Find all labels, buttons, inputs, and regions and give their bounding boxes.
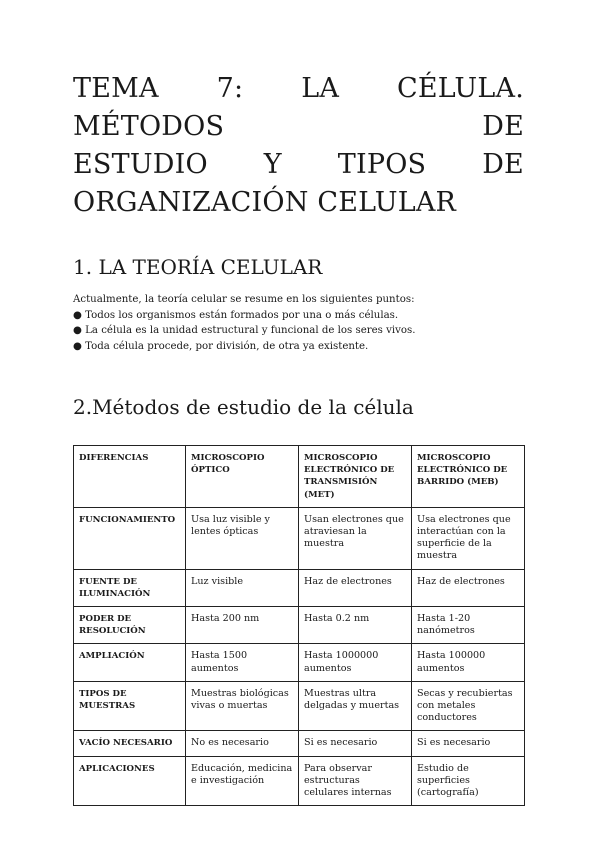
table-cell: Hasta 0.2 nm (299, 607, 412, 644)
table-cell: Secas y recubiertas con metales conductores (412, 681, 525, 731)
table-cell: Hasta 200 nm (186, 607, 299, 644)
section-heading-1: 1. LA TEORÍA CELULAR (73, 255, 323, 279)
row-label-cell: PODER DE RESOLUCIÓN (74, 607, 186, 644)
intro-paragraph: Actualmente, la teoría celular se resume en los siguientes puntos: (73, 294, 415, 305)
row-label-cell: APLICACIONES (74, 756, 186, 806)
table-cell: Si es necesario (299, 731, 412, 756)
table-cell: Muestras ultra delgadas y muertas (299, 681, 412, 731)
table-header-cell: MICROSCOPIO ELECTRÓNICO DE TRANSMISIÓN (MET) (299, 446, 412, 508)
row-label-cell: FUENTE DE ILUMINACIÓN (74, 569, 186, 606)
title-word: TIPOS (337, 149, 427, 180)
title-word: DE (482, 149, 524, 180)
table-cell: Si es necesario (412, 731, 525, 756)
section-heading-2: 2.Métodos de estudio de la célula (73, 395, 414, 419)
table-cell: Usa electrones que interactúan con la superficie de la muestra (412, 507, 525, 569)
title-line-1: TEMA 7: LA CÉLULA. MÉTODOS DE (73, 73, 524, 142)
table-header-row (74, 446, 525, 508)
table-cell: Muestras biológicas vivas o muertas (186, 681, 299, 731)
document-page (73, 70, 524, 806)
table-cell: Estudio de superficies (cartografía) (412, 756, 525, 806)
title-word: ESTUDIO (73, 149, 208, 180)
bullet-item: ● La célula es la unidad estructural y funcional de los seres vivos. (73, 325, 416, 336)
table-row (74, 607, 525, 644)
table-cell: Haz de electrones (412, 569, 525, 606)
row-label-cell: AMPLIACIÓN (74, 644, 186, 681)
table-row (74, 569, 525, 606)
table-cell: Luz visible (186, 569, 299, 606)
table-cell: No es necesario (186, 731, 299, 756)
row-label-cell: VACÍO NECESARIO (74, 731, 186, 756)
table-header-cell: MICROSCOPIO ELECTRÓNICO DE BARRIDO (MEB) (412, 446, 525, 508)
table-row (74, 681, 525, 731)
table-cell: Usan electrones que atraviesan la muestra (299, 507, 412, 569)
table-cell: Educación, medicina e investigación (186, 756, 299, 806)
row-label-cell: FUNCIONAMIENTO (74, 507, 186, 569)
table-header-cell: MICROSCOPIO ÓPTICO (186, 446, 299, 508)
table-header-cell: DIFERENCIAS (74, 446, 186, 508)
comparison-table (73, 445, 525, 806)
table-cell: Hasta 100000 aumentos (412, 644, 525, 681)
table-row (74, 731, 525, 756)
bullet-item: ● Todos los organismos están formados por una o más células. (73, 309, 399, 321)
document-title (73, 70, 524, 222)
row-label-cell: TIPOS DE MUESTRAS (74, 681, 186, 731)
table-cell: Hasta 1000000 aumentos (299, 644, 412, 681)
table-cell: Para observar estructuras celulares internas (299, 756, 412, 806)
table-cell: Hasta 1-20 nanómetros (412, 607, 525, 644)
table-row (74, 507, 525, 569)
bullet-item: ● Toda célula procede, por división, de otra ya existente. (73, 340, 369, 352)
title-line-2 (73, 146, 524, 184)
table-cell: Hasta 1500 aumentos (186, 644, 299, 681)
table-row (74, 644, 525, 681)
section-1-text (73, 292, 524, 354)
table-cell: Haz de electrones (299, 569, 412, 606)
title-line-3: ORGANIZACIÓN CELULAR (73, 187, 457, 218)
table-row (74, 756, 525, 806)
title-word: Y (263, 149, 282, 180)
table-cell: Usa luz visible y lentes ópticas (186, 507, 299, 569)
